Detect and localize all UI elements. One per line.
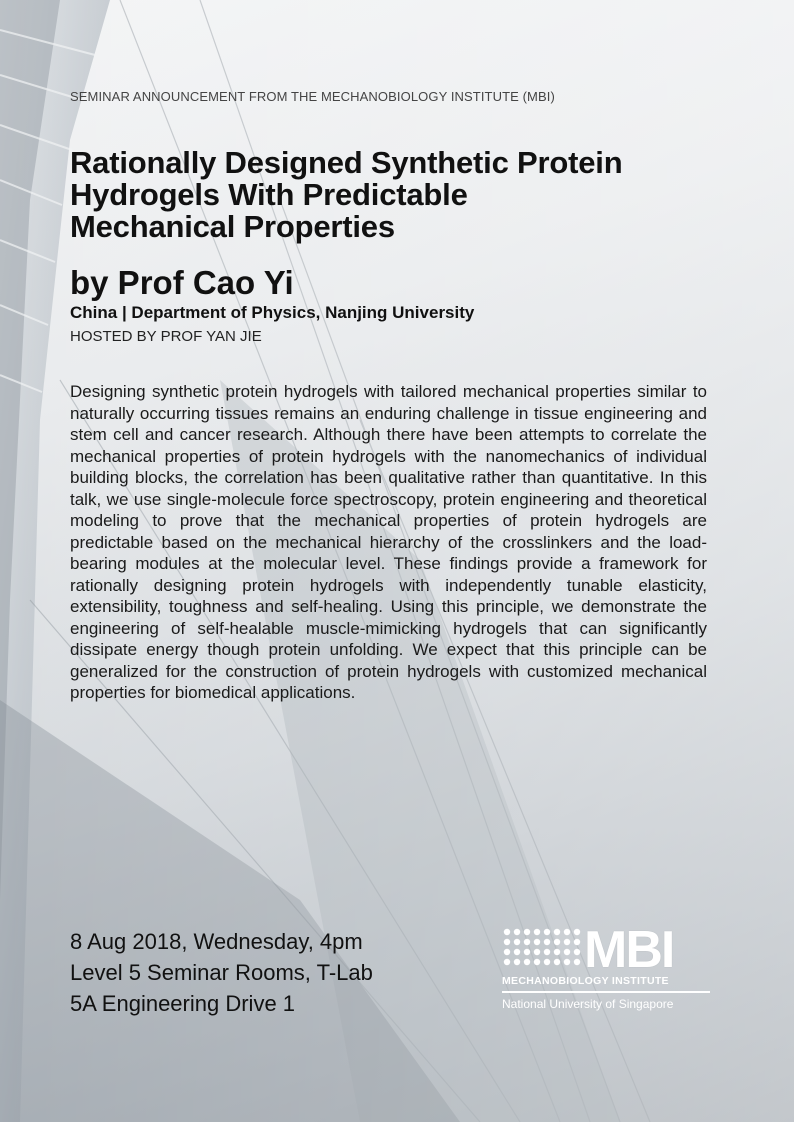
event-datetime: 8 Aug 2018, Wednesday, 4pm bbox=[70, 929, 363, 954]
event-details bbox=[70, 926, 373, 1019]
logo-university-name: National University of Singapore bbox=[502, 997, 674, 1011]
event-address: 5A Engineering Drive 1 bbox=[70, 991, 296, 1016]
host-line: HOSTED BY PROF YAN JIE bbox=[70, 328, 262, 345]
talk-title bbox=[70, 147, 750, 243]
title-line: Hydrogels With Predictable bbox=[70, 177, 468, 212]
announcement-kicker: SEMINAR ANNOUNCEMENT FROM THE MECHANOBIOLOGY INSTITUTE (MBI) bbox=[70, 89, 555, 104]
logo-dot-grid-icon bbox=[502, 927, 588, 973]
talk-abstract: Designing synthetic protein hydrogels with tailored mechanical properties similar to naturally occurring tissues remains an enduring challenge in tissue engineering and stem cell and cancer research. Although there have been attempts to correlate the mechanical properties of protein hydrogels with the nanomechanics of individual building blocks, the correlation has been qualitative rather than quantitative. In this talk, we use single-molecule force spectroscopy, protein engineering and theoretical modeling to prove that the mechanical properties of protein hydrogels are predictable based on the mechanical hierarchy of the crosslinkers and the load-bearing modules at the molecular level. These findings provide a framework for rationally designing protein hydrogels with independently tunable elasticity, extensibility, toughness and self-healing. Using this principle, we demonstrate the engineering of self-healable muscle-mimicking hydrogels that can significantly dissipate energy though protein unfolding. We expect that this principle can be generalized for the construction of protein hydrogels with customized mechanical properties for biomedical applications. bbox=[70, 382, 707, 702]
title-line: Mechanical Properties bbox=[70, 209, 395, 244]
speaker-affiliation: China | Department of Physics, Nanjing University bbox=[70, 303, 475, 322]
mbi-logo bbox=[502, 921, 712, 1017]
event-venue: Level 5 Seminar Rooms, T-Lab bbox=[70, 960, 373, 985]
logo-wordmark: MBI bbox=[584, 921, 674, 979]
logo-divider bbox=[502, 991, 710, 993]
title-line: Rationally Designed Synthetic Protein bbox=[70, 145, 623, 180]
logo-institute-name: MECHANOBIOLOGY INSTITUTE bbox=[502, 975, 669, 987]
speaker-name: by Prof Cao Yi bbox=[70, 264, 294, 301]
